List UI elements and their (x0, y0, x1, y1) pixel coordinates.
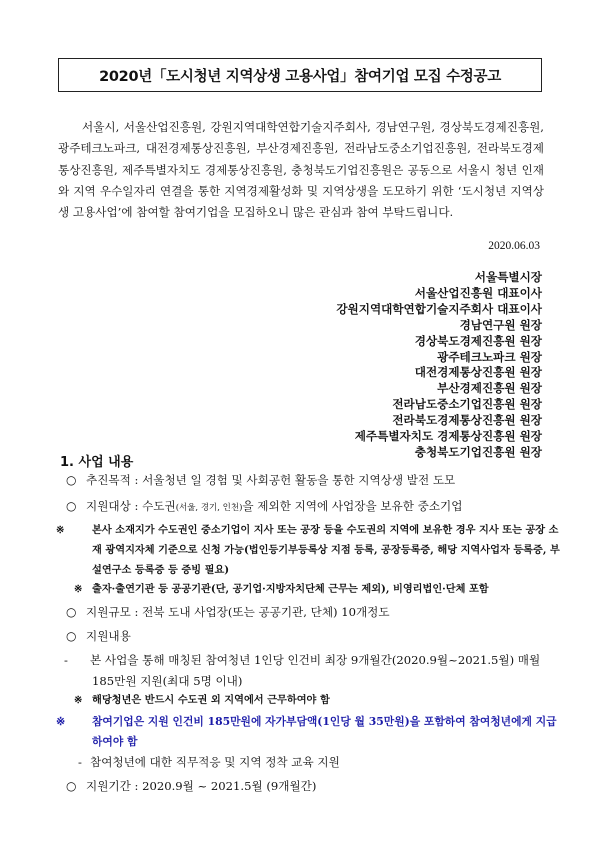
announcement-date: 2020.06.03 (488, 240, 540, 252)
target-text-pre: 지원대상 : 수도권 (86, 499, 176, 513)
signer: 전라북도경제통상진흥원 원장 (392, 413, 542, 428)
document-title: 2020년「도시청년 지역상생 고용사업」참여기업 모집 수정공고 (99, 68, 501, 85)
signer: 강원지역대학연합기술지주회사 대표이사 (336, 301, 542, 316)
content-text: 본 사업을 통해 매칭된 참여청년 1인당 인건비 최장 9개월간(2020.9월~2021.5월) 매월 185만원 지원(최대 5명 이내) (90, 653, 541, 688)
note-item (74, 690, 330, 710)
note-text: 출자·출연기관 등 공공기관(단, 공기업·지방자치단체 근무는 제외), 비영리법인·단체 포함 (92, 583, 489, 595)
scale-item (66, 604, 390, 620)
signer: 경남연구원 원장 (459, 317, 542, 332)
scale-text: 지원규모 : 전북 도내 사업장(또는 공공기관, 단체) 10개정도 (86, 605, 390, 619)
target-text-post: 을 제외한 지역에 사업장을 보유한 중소기업 (242, 499, 463, 513)
intro-paragraph: 서울시, 서울산업진흥원, 강원지역대학연합기술지주회사, 경남연구원, 경상북도경제진흥원, 광주테크노파크, 대전경제통상진흥원, 부산경제진흥원, 전라남도중소기업진흥원, 전라북도경제통상진흥원, 제주특별자치도 경제통상진흥원, 충청북도기업진흥원은 공동으로 서울시 청년 인재와 지역 우수일자리 연결을 통한 지역경제활성화 및 지역상생을 도모하기 위한 ‘도시청년 지역상생 고용사업’에 참여할 참여기업을 모집하오니 많은 관심과 참여 부탁드립니다. (58, 120, 544, 220)
title-box (58, 58, 542, 92)
content-item (78, 754, 340, 770)
signer: 충청북도기업진흥원 원장 (414, 444, 542, 459)
content-text: 참여청년에 대한 직무적응 및 지역 정착 교육 지원 (90, 755, 340, 769)
reference-mark-icon: ※ (74, 583, 83, 595)
content-heading-text: 지원내용 (86, 629, 131, 643)
highlight-note-item (56, 712, 564, 752)
signer: 서울산업진흥원 대표이사 (414, 285, 542, 300)
intro-paragraph-block (58, 117, 544, 223)
signer: 광주테크노파크 원장 (437, 349, 542, 364)
note-item (56, 520, 564, 580)
dash-bullet-icon: - (78, 755, 82, 769)
highlight-note-text: 참여기업은 지원 인건비 185만원에 자가부담액(1인당 월 35만원)을 포함하여 참여청년에게 지급하여야 함 (92, 715, 557, 748)
signer-list (336, 270, 542, 461)
target-item (66, 498, 462, 514)
period-text: 지원기간 : 2020.9월 ~ 2021.5월 (9개월간) (86, 779, 317, 793)
signer: 경상북도경제진흥원 원장 (414, 333, 542, 348)
note-text: 본사 소재지가 수도권인 중소기업이 지사 또는 공장 등을 수도권의 지역에 보유한 경우 지사 또는 공장 소재 광역지자체 기준으로 신청 가능(법인등기부등록상 지점 등록, 공장등록증, 해당 지역사업자 등록증, 부설연구소 등록증 등 증빙 필요) (92, 524, 560, 576)
signer: 제주특별자치도 경제통상진흥원 원장 (354, 429, 542, 444)
reference-mark-icon: ※ (74, 694, 83, 706)
purpose-item (66, 472, 455, 488)
content-heading-item (66, 628, 131, 644)
dash-bullet-icon: - (64, 653, 68, 667)
period-item (66, 778, 316, 794)
circle-bullet-icon: ○ (66, 605, 77, 619)
circle-bullet-icon: ○ (66, 499, 77, 513)
target-text-small: (서울, 경기, 인천) (175, 503, 243, 513)
note-item (74, 579, 489, 599)
purpose-text: 추진목적 : 서울청년 일 경험 및 사회공헌 활동을 통한 지역상생 발전 도모 (86, 473, 456, 487)
reference-mark-icon: ※ (56, 524, 65, 536)
signer: 전라남도중소기업진흥원 원장 (392, 397, 542, 412)
signer: 대전경제통상진흥원 원장 (414, 365, 542, 380)
circle-bullet-icon: ○ (66, 473, 77, 487)
content-item (64, 650, 560, 692)
circle-bullet-icon: ○ (66, 779, 77, 793)
signer: 서울특별시장 (474, 270, 542, 284)
signer: 부산경제진흥원 원장 (437, 381, 542, 396)
note-text: 해당청년은 반드시 수도권 외 지역에서 근무하여야 함 (92, 694, 330, 706)
section-heading: 1. 사업 내용 (60, 455, 134, 470)
reference-mark-icon: ※ (56, 715, 66, 728)
circle-bullet-icon: ○ (66, 629, 77, 643)
